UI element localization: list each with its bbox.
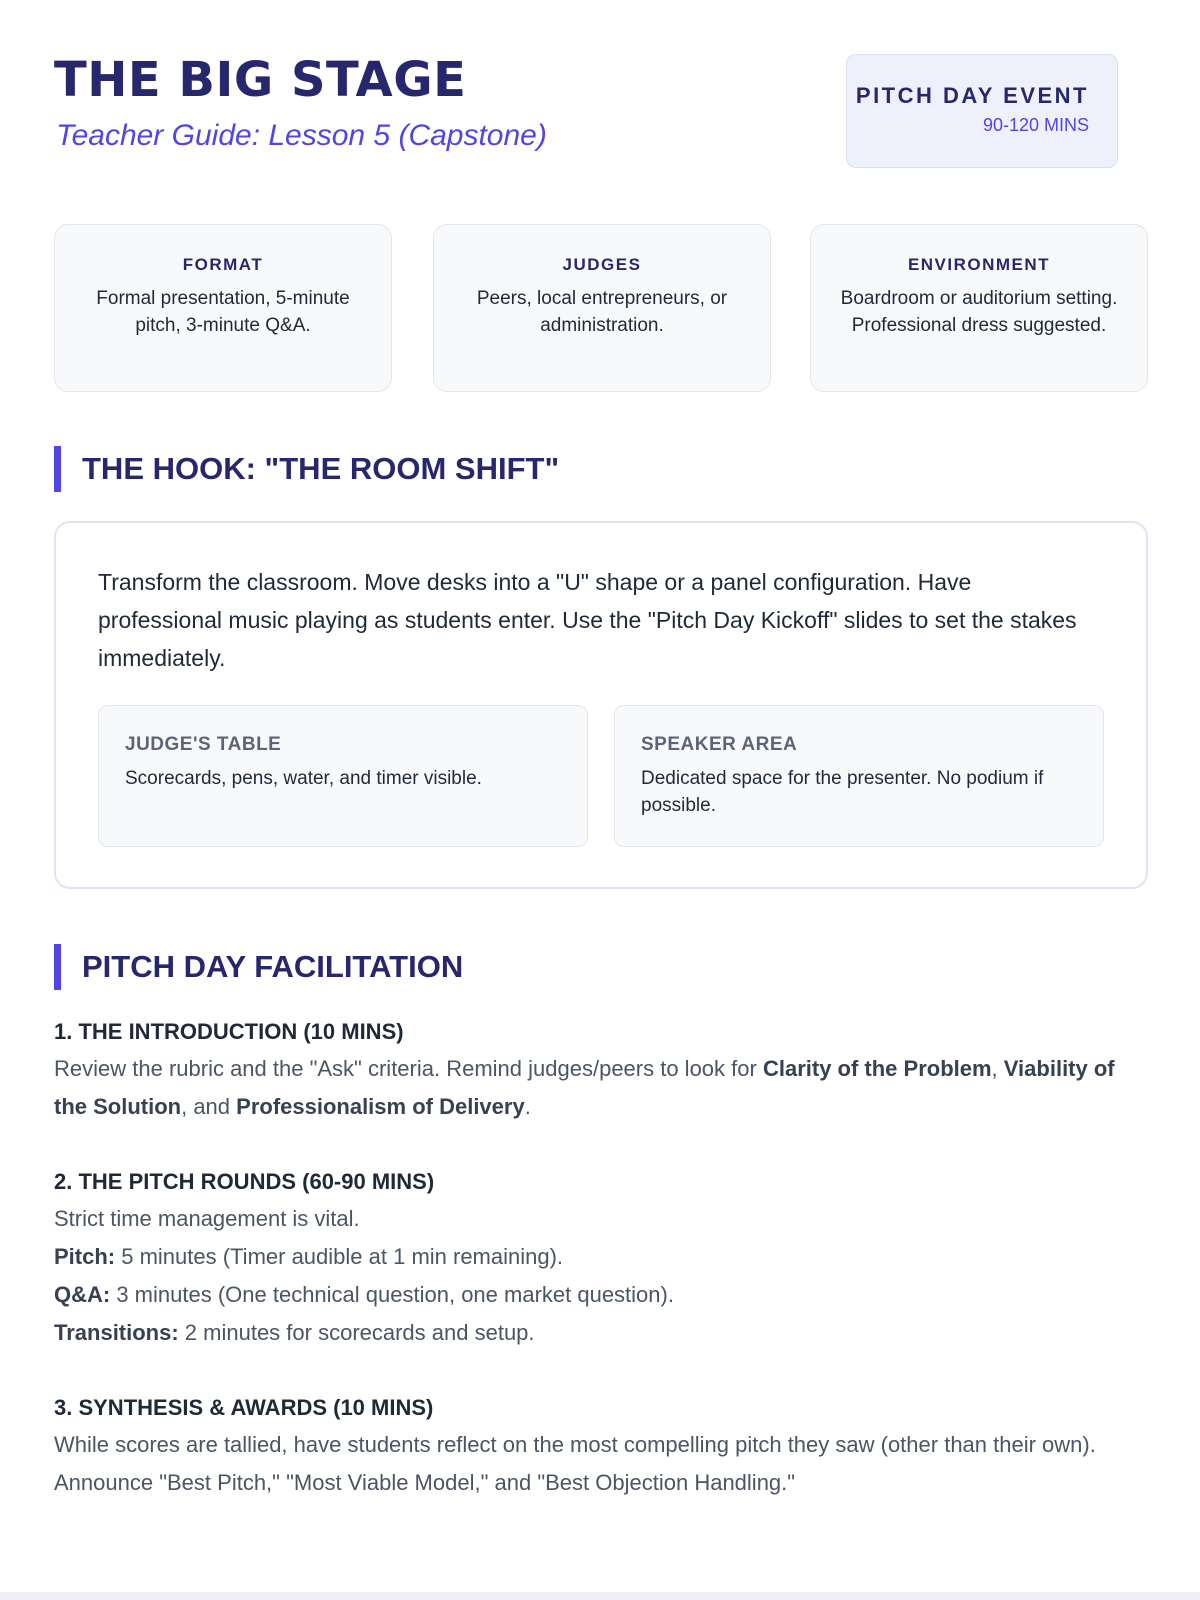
- speaker-area-label: SPEAKER AREA: [641, 734, 798, 755]
- criterion: Clarity of the Problem: [762, 1056, 992, 1081]
- format-card: [54, 224, 392, 392]
- timing-item: [54, 1314, 1150, 1352]
- hook-panel: [54, 521, 1148, 889]
- speaker-area-text: Dedicated space for the presenter. No podium if possible.: [641, 768, 1044, 816]
- hook-heading: THE HOOK: "THE ROOM SHIFT": [54, 446, 559, 492]
- judges-table-card: [98, 705, 588, 847]
- timing-item: [54, 1238, 1150, 1276]
- step-body: While scores are tallied, have students reflect on the most compelling pitch they saw (other than their own). Announce "Best Pitch," "Most Viable Model," and "Best Objection Handling.": [54, 1432, 1096, 1495]
- timing-label: Q&A:: [54, 1282, 111, 1307]
- step-heading: 3. SYNTHESIS & AWARDS (10 MINS): [54, 1395, 434, 1420]
- step-synthesis: [54, 1390, 1150, 1502]
- step-heading: 2. THE PITCH ROUNDS (60-90 MINS): [54, 1169, 435, 1194]
- step-text: Review the rubric and the "Ask" criteria. Remind judges/peers to look for: [54, 1056, 763, 1081]
- judges-card: [433, 224, 771, 392]
- judges-card-label: JUDGES: [562, 255, 642, 274]
- speaker-area-card: [614, 705, 1104, 847]
- timing-text: 3 minutes (One technical question, one market question).: [110, 1282, 674, 1307]
- page-title: THE BIG STAGE: [54, 52, 467, 108]
- criterion: Viability of the Solution: [54, 1056, 1115, 1119]
- timing-item: [54, 1276, 1150, 1314]
- step-text: Strict time management is vital.: [54, 1206, 360, 1231]
- environment-card-text: Boardroom or auditorium setting. Professional dress suggested.: [840, 288, 1118, 336]
- judges-table-text: Scorecards, pens, water, and timer visible.: [125, 768, 482, 789]
- separator: , and: [181, 1094, 237, 1119]
- judges-card-text: Peers, local entrepreneurs, or administration.: [476, 288, 728, 336]
- timing-text: 2 minutes for scorecards and setup.: [178, 1320, 535, 1345]
- format-card-text: Formal presentation, 5-minute pitch, 3-minute Q&A.: [96, 288, 350, 336]
- environment-card: [810, 224, 1148, 392]
- separator: .: [524, 1094, 531, 1119]
- format-card-label: FORMAT: [182, 255, 264, 274]
- criterion: Professionalism of Delivery: [236, 1094, 525, 1119]
- step-introduction: [54, 1014, 1150, 1126]
- timing-label: Pitch:: [54, 1244, 116, 1269]
- step-body: [54, 1050, 1150, 1126]
- event-duration: 90-120 MINS: [982, 115, 1089, 135]
- timing-text: 5 minutes (Timer audible at 1 min remaining).: [115, 1244, 564, 1269]
- separator: ,: [991, 1056, 1004, 1081]
- facilitation-heading: PITCH DAY FACILITATION: [54, 944, 463, 990]
- event-badge: [846, 54, 1118, 168]
- judges-table-label: JUDGE'S TABLE: [125, 734, 282, 755]
- step-body: [54, 1200, 1150, 1352]
- step-heading: 1. THE INTRODUCTION (10 MINS): [54, 1019, 404, 1044]
- step-pitch-rounds: [54, 1164, 1150, 1352]
- environment-card-label: ENVIRONMENT: [907, 255, 1051, 274]
- timing-label: Transitions:: [54, 1320, 179, 1345]
- page-subtitle: Teacher Guide: Lesson 5 (Capstone): [56, 119, 547, 152]
- page-bottom-border: [0, 1592, 1200, 1600]
- event-label: PITCH DAY EVENT: [855, 83, 1089, 108]
- hook-text: Transform the classroom. Move desks into a "U" shape or a panel configuration. Have professional music playing as students enter. Use the "Pitch Day Kickoff" slides to set the stakes immediately.: [98, 569, 1077, 671]
